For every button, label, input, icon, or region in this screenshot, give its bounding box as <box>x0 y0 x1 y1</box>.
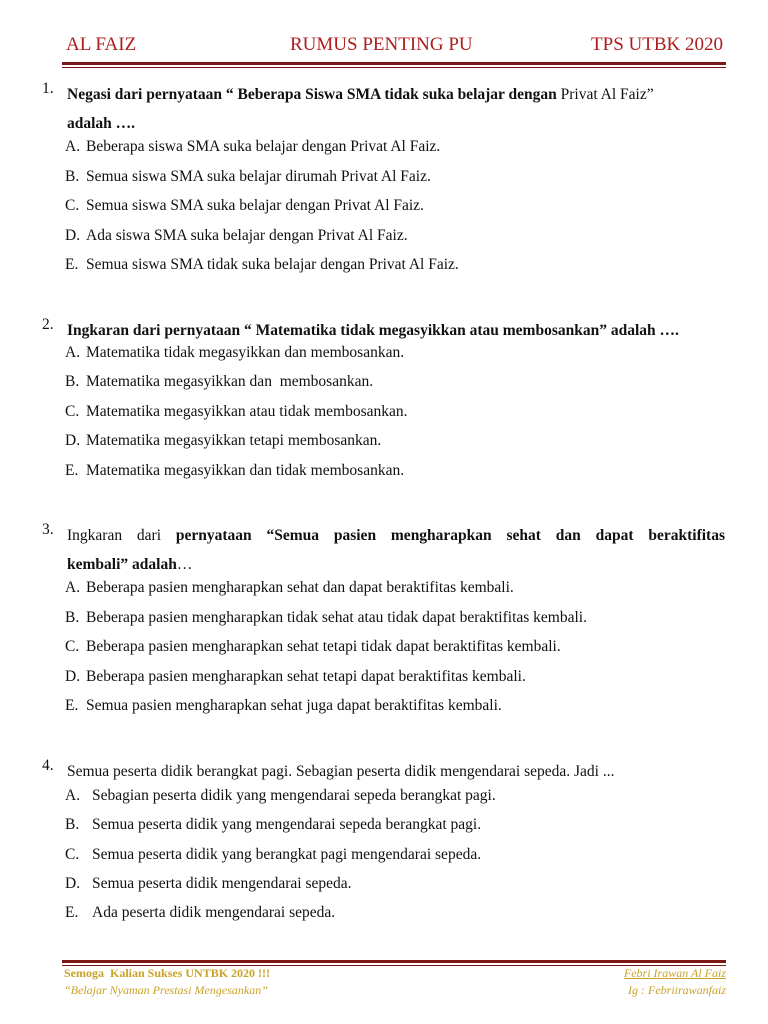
question-text <box>67 757 725 786</box>
option-d: D. Matematika megasyikkan tetapi membosankan. <box>65 432 382 449</box>
question-text <box>67 521 725 579</box>
question-stem-line2-ellipsis: … <box>176 556 193 573</box>
option-b: B. Matematika megasyikkan dan membosankan. <box>65 373 374 390</box>
question-stem-line2: kembali” adalah <box>67 556 177 573</box>
question-number: 1. <box>42 80 54 97</box>
header-right-title: TPS UTBK 2020 <box>591 34 723 55</box>
question-stem-normal: Semua peserta didik berangkat pagi. Sebagian peserta didik mengendarai sepeda. Jadi ... <box>67 763 615 780</box>
option-e: E. Ada peserta didik mengendarai sepeda. <box>65 904 336 921</box>
option-c: C. Semua peserta didik yang berangkat pagi mengendarai sepeda. <box>65 846 482 863</box>
option-e: E. Semua pasien mengharapkan sehat juga dapat beraktifitas kembali. <box>65 697 502 714</box>
page-header <box>66 34 725 60</box>
header-divider <box>62 62 726 68</box>
question-stem-normal: Privat Al Faiz” <box>556 86 654 103</box>
footer-instagram: Ig : Febriirawanfaiz <box>628 983 726 997</box>
question-stem-normal: Ingkaran dari <box>67 527 176 544</box>
question-stem-bold: Ingkaran dari pernyataan “ Matematika tidak megasyikkan atau membosankan” adalah …. <box>67 322 679 339</box>
question-text <box>67 316 725 345</box>
footer-slogan: Semoga Kalian Sukses UNTBK 2020 !!! <box>64 966 271 980</box>
option-a: A. Beberapa pasien mengharapkan sehat dan dapat beraktifitas kembali. <box>65 579 514 596</box>
question-number: 4. <box>42 757 54 774</box>
option-d: D. Ada siswa SMA suka belajar dengan Privat Al Faiz. <box>65 227 408 244</box>
option-d: D. Beberapa pasien mengharapkan sehat tetapi dapat beraktifitas kembali. <box>65 668 526 685</box>
option-c: C. Semua siswa SMA suka belajar dengan Privat Al Faiz. <box>65 197 424 214</box>
question-text <box>67 80 725 138</box>
question-stem-bold: pernyataan “Semua pasien mengharapkan sehat dan dapat beraktifitas <box>175 527 725 544</box>
question-stem-line2: adalah …. <box>67 115 136 132</box>
option-b: B. Semua siswa SMA suka belajar dirumah Privat Al Faiz. <box>65 168 431 185</box>
header-center-title: RUMUS PENTING PU <box>290 34 473 55</box>
question-stem-bold: Negasi dari pernyataan “ Beberapa Siswa SMA tidak suka belajar dengan <box>67 86 557 103</box>
option-b: B. Semua peserta didik yang mengendarai sepeda berangkat pagi. <box>65 816 482 833</box>
option-b: B. Beberapa pasien mengharapkan tidak sehat atau tidak dapat beraktifitas kembali. <box>65 609 587 626</box>
question-number: 3. <box>42 521 54 538</box>
footer-author: Febri Irawan Al Faiz <box>623 966 726 980</box>
option-e: E. Matematika megasyikkan dan tidak membosankan. <box>65 462 405 479</box>
header-left-title: AL FAIZ <box>66 34 137 55</box>
option-a: A. Sebagian peserta didik yang mengendarai sepeda berangkat pagi. <box>65 787 496 804</box>
question-number: 2. <box>42 316 54 333</box>
option-e: E. Semua siswa SMA tidak suka belajar dengan Privat Al Faiz. <box>65 256 459 273</box>
option-a: A. Matematika tidak megasyikkan dan membosankan. <box>65 344 405 361</box>
option-c: C. Matematika megasyikkan atau tidak membosankan. <box>65 403 408 420</box>
option-a: A. Beberapa siswa SMA suka belajar dengan Privat Al Faiz. <box>65 138 441 155</box>
option-c: C. Beberapa pasien mengharapkan sehat tetapi tidak dapat beraktifitas kembali. <box>65 638 561 655</box>
option-d: D. Semua peserta didik mengendarai sepeda. <box>65 875 352 892</box>
footer-motto: “Belajar Nyaman Prestasi Mengesankan” <box>64 983 268 997</box>
